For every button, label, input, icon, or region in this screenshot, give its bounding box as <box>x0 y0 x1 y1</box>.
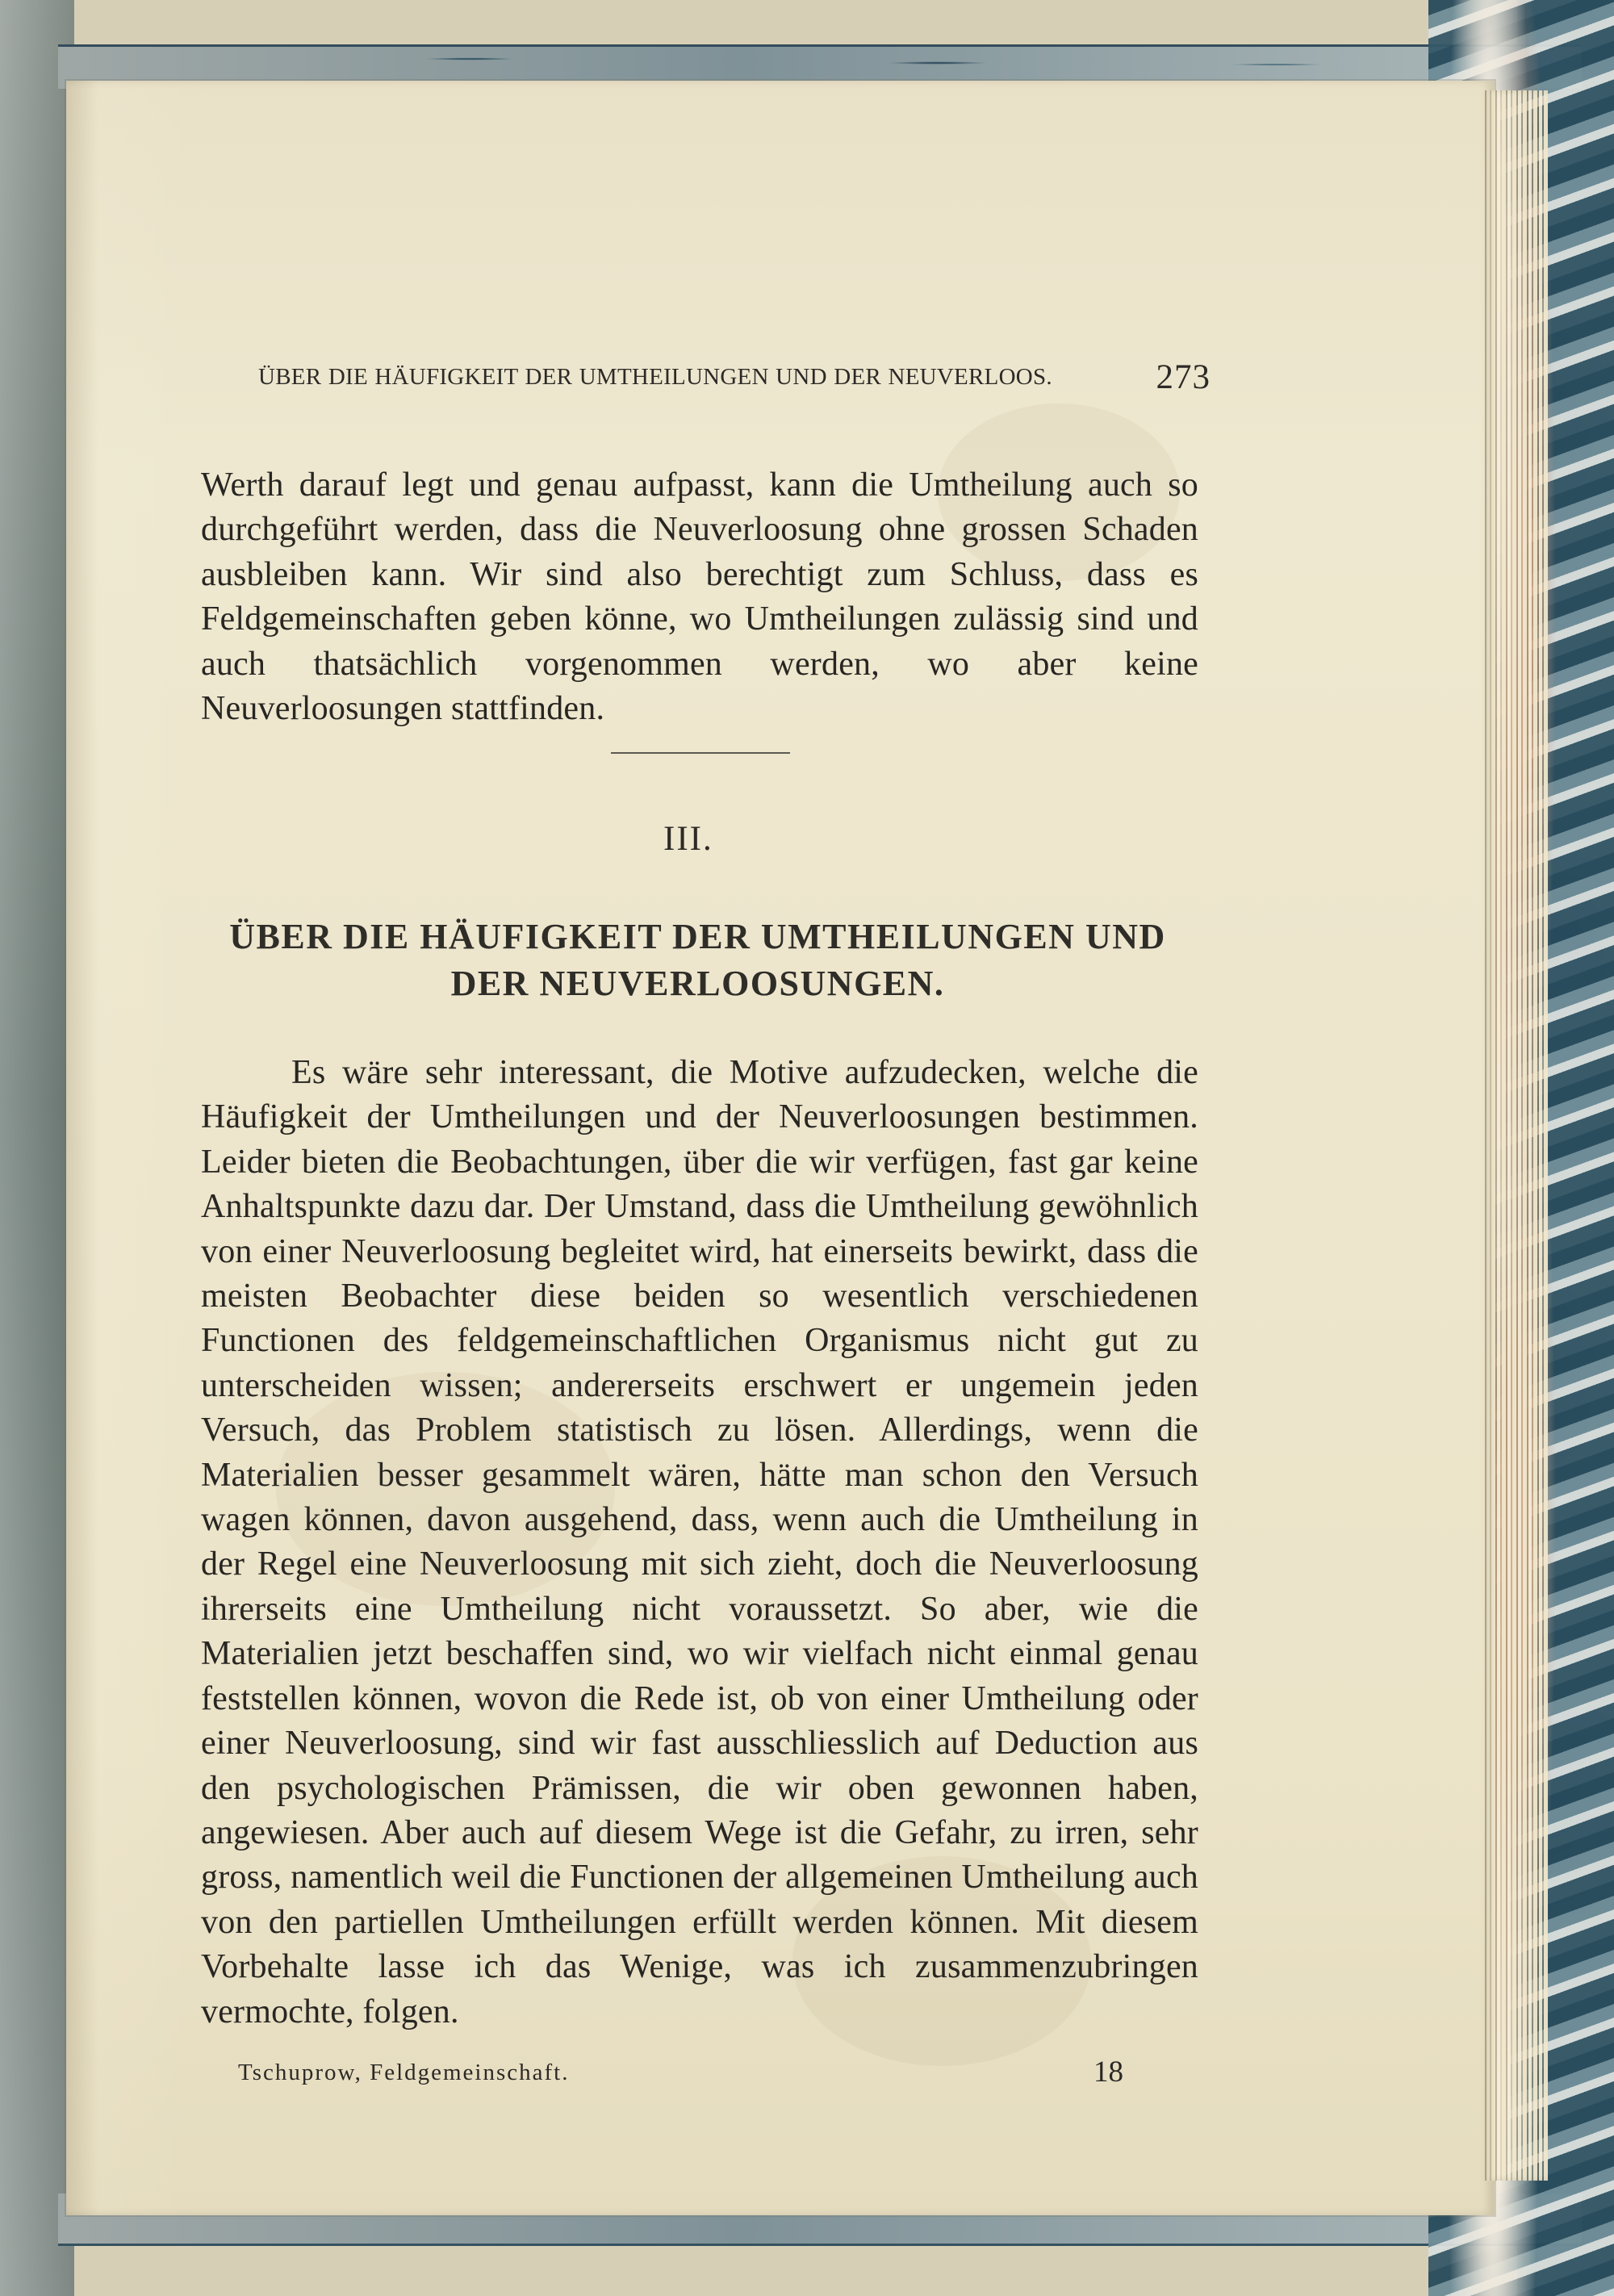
section-title-line-1: ÜBER DIE HÄUFIGKEIT DER UMTHEILUNGEN UND <box>229 917 1166 957</box>
signature-number: 18 <box>1093 2056 1123 2089</box>
main-paragraph: Es wäre sehr interessant, die Motive aufzudecken, welche die Häufigkeit der Umtheilungen und der Neuverloosungen bestimmen. Leider bieten die Beobachtungen, über die wir verfügen, fast gar keine Anhaltspunkte dazu dar. Der Umstand, dass die Umtheilung gewöhnlich von einer Neuverloosung begleitet wird, hat einerseits bewirkt, dass die meisten Beobachter diese beiden so wesentlich verschiedenen Functionen des feldgemeinschaftlichen Organismus nicht gut zu unterscheiden wissen; andererseits erschwert er ungemein jeden Versuch, das Problem statistisch zu lösen. Allerdings, wenn die Materialien besser gesammelt wären, hätte man schon den Versuch wagen können, davon ausgehend, dass, wenn auch die Umtheilung in der Regel eine Neuverloosung mit sich zieht, doch die Neuverloosung ihrerseits eine Umtheilung nicht voraussetzt. So aber, wie die Materialien jetzt beschaffen sind, wo wir vielfach nicht einmal genau feststellen können, wovon die Rede ist, ob von einer Umtheilung oder einer Neuverloosung, sind wir fast ausschliesslich auf Deduction aus den psychologischen Prämissen, die wir oben gewonnen haben, angewiesen. Aber auch auf diesem Wege ist die Gefahr, zu irren, sehr gross, namentlich weil die Functionen der allgemeinen Umtheilung auch von den partiellen Umtheilungen erfüllt werden können. Mit diesem Vorbehalte lasse ich das Wenige, was ich zusammenzubringen vermochte, folgen. <box>201 1054 1198 2030</box>
section-divider <box>611 752 790 754</box>
stacked-page-edges <box>1485 90 1548 2181</box>
page-number: 273 <box>1156 358 1210 396</box>
book-page <box>66 81 1495 2215</box>
footer-author: Tschuprow, Feldgemeinschaft. <box>238 2060 570 2085</box>
left-book-cover <box>0 0 74 2296</box>
section-number: III. <box>663 820 713 858</box>
section-title <box>220 914 1176 1007</box>
opening-paragraph: Werth darauf legt und genau aufpasst, kann die Umtheilung auch so durchgeführt werden, dass die Neuverloosung ohne grossen Schaden ausbleiben kann. Wir sind also berechtigt zum Schluss, dass es Feldgemeinschaften geben könne, wo Umtheilungen zulässig sind und auch thatsächlich vorgenommen werden, wo aber keine Neuverloosungen stattfinden. <box>201 466 1198 728</box>
running-title: ÜBER DIE HÄUFIGKEIT DER UMTHEILUNGEN UND DER NEUVERLOOS. <box>258 364 1052 390</box>
section-title-line-2: DER NEUVERLOOSUNGEN. <box>450 964 945 1004</box>
running-header <box>258 358 1210 406</box>
